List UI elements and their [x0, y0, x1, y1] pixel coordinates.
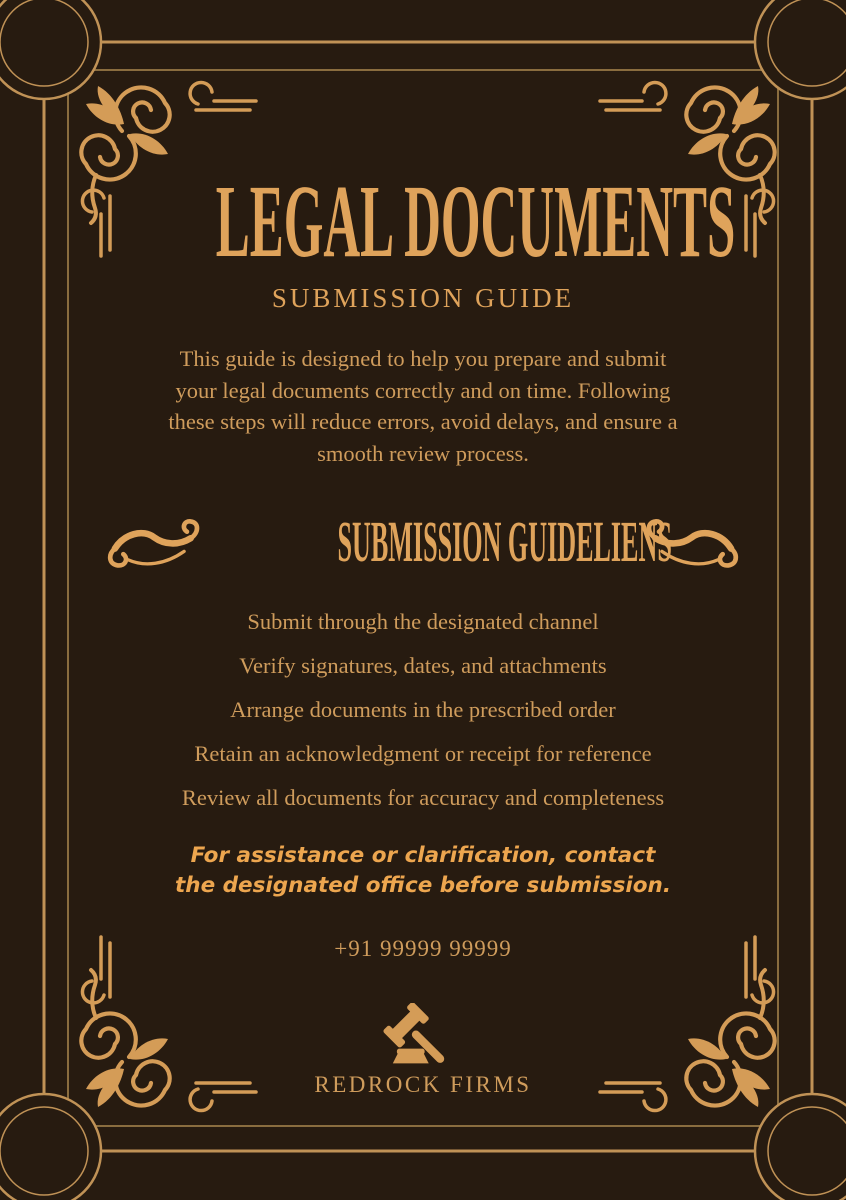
intro-line: smooth review process. [317, 440, 529, 466]
intro-line: your legal documents correctly and on time. Following [175, 377, 671, 403]
guideline-item: Retain an acknowledgment or receipt for reference [194, 741, 652, 766]
assistance-line: For assistance or clarification, contact [190, 843, 656, 868]
intro-line: these steps will reduce errors, avoid delays, and ensure a [168, 409, 678, 434]
intro-paragraph [0, 343, 846, 469]
guideline-item: Submit through the designated channel [247, 609, 599, 634]
swirl-flourish-icon [105, 513, 209, 571]
assistance-note [0, 841, 846, 900]
guideline-item: Review all documents for accuracy and completeness [181, 785, 665, 810]
assistance-line: the designated office before submission. [174, 872, 671, 898]
guideline-item: Arrange documents in the prescribed order [230, 697, 616, 722]
intro-line: This guide is designed to help you prepare and submit [179, 346, 667, 371]
guideline-list [0, 600, 846, 820]
guidelines-heading-wrap [233, 509, 672, 574]
guidelines-heading-row [0, 510, 846, 574]
guideline-item: Verify signatures, dates, and attachments [239, 653, 607, 678]
gavel-icon [375, 1003, 471, 1065]
page-subtitle: SUBMISSION GUIDE [271, 283, 575, 313]
page-title: LEGAL DOCUMENTS [215, 164, 736, 279]
gavel-wrap [0, 1003, 846, 1065]
guidelines-heading: SUBMISSION GUIDELIENS [337, 509, 672, 574]
brand-name: REDROCK FIRMS [314, 1072, 532, 1097]
contact-phone: +91 99999 99999 [334, 936, 512, 961]
